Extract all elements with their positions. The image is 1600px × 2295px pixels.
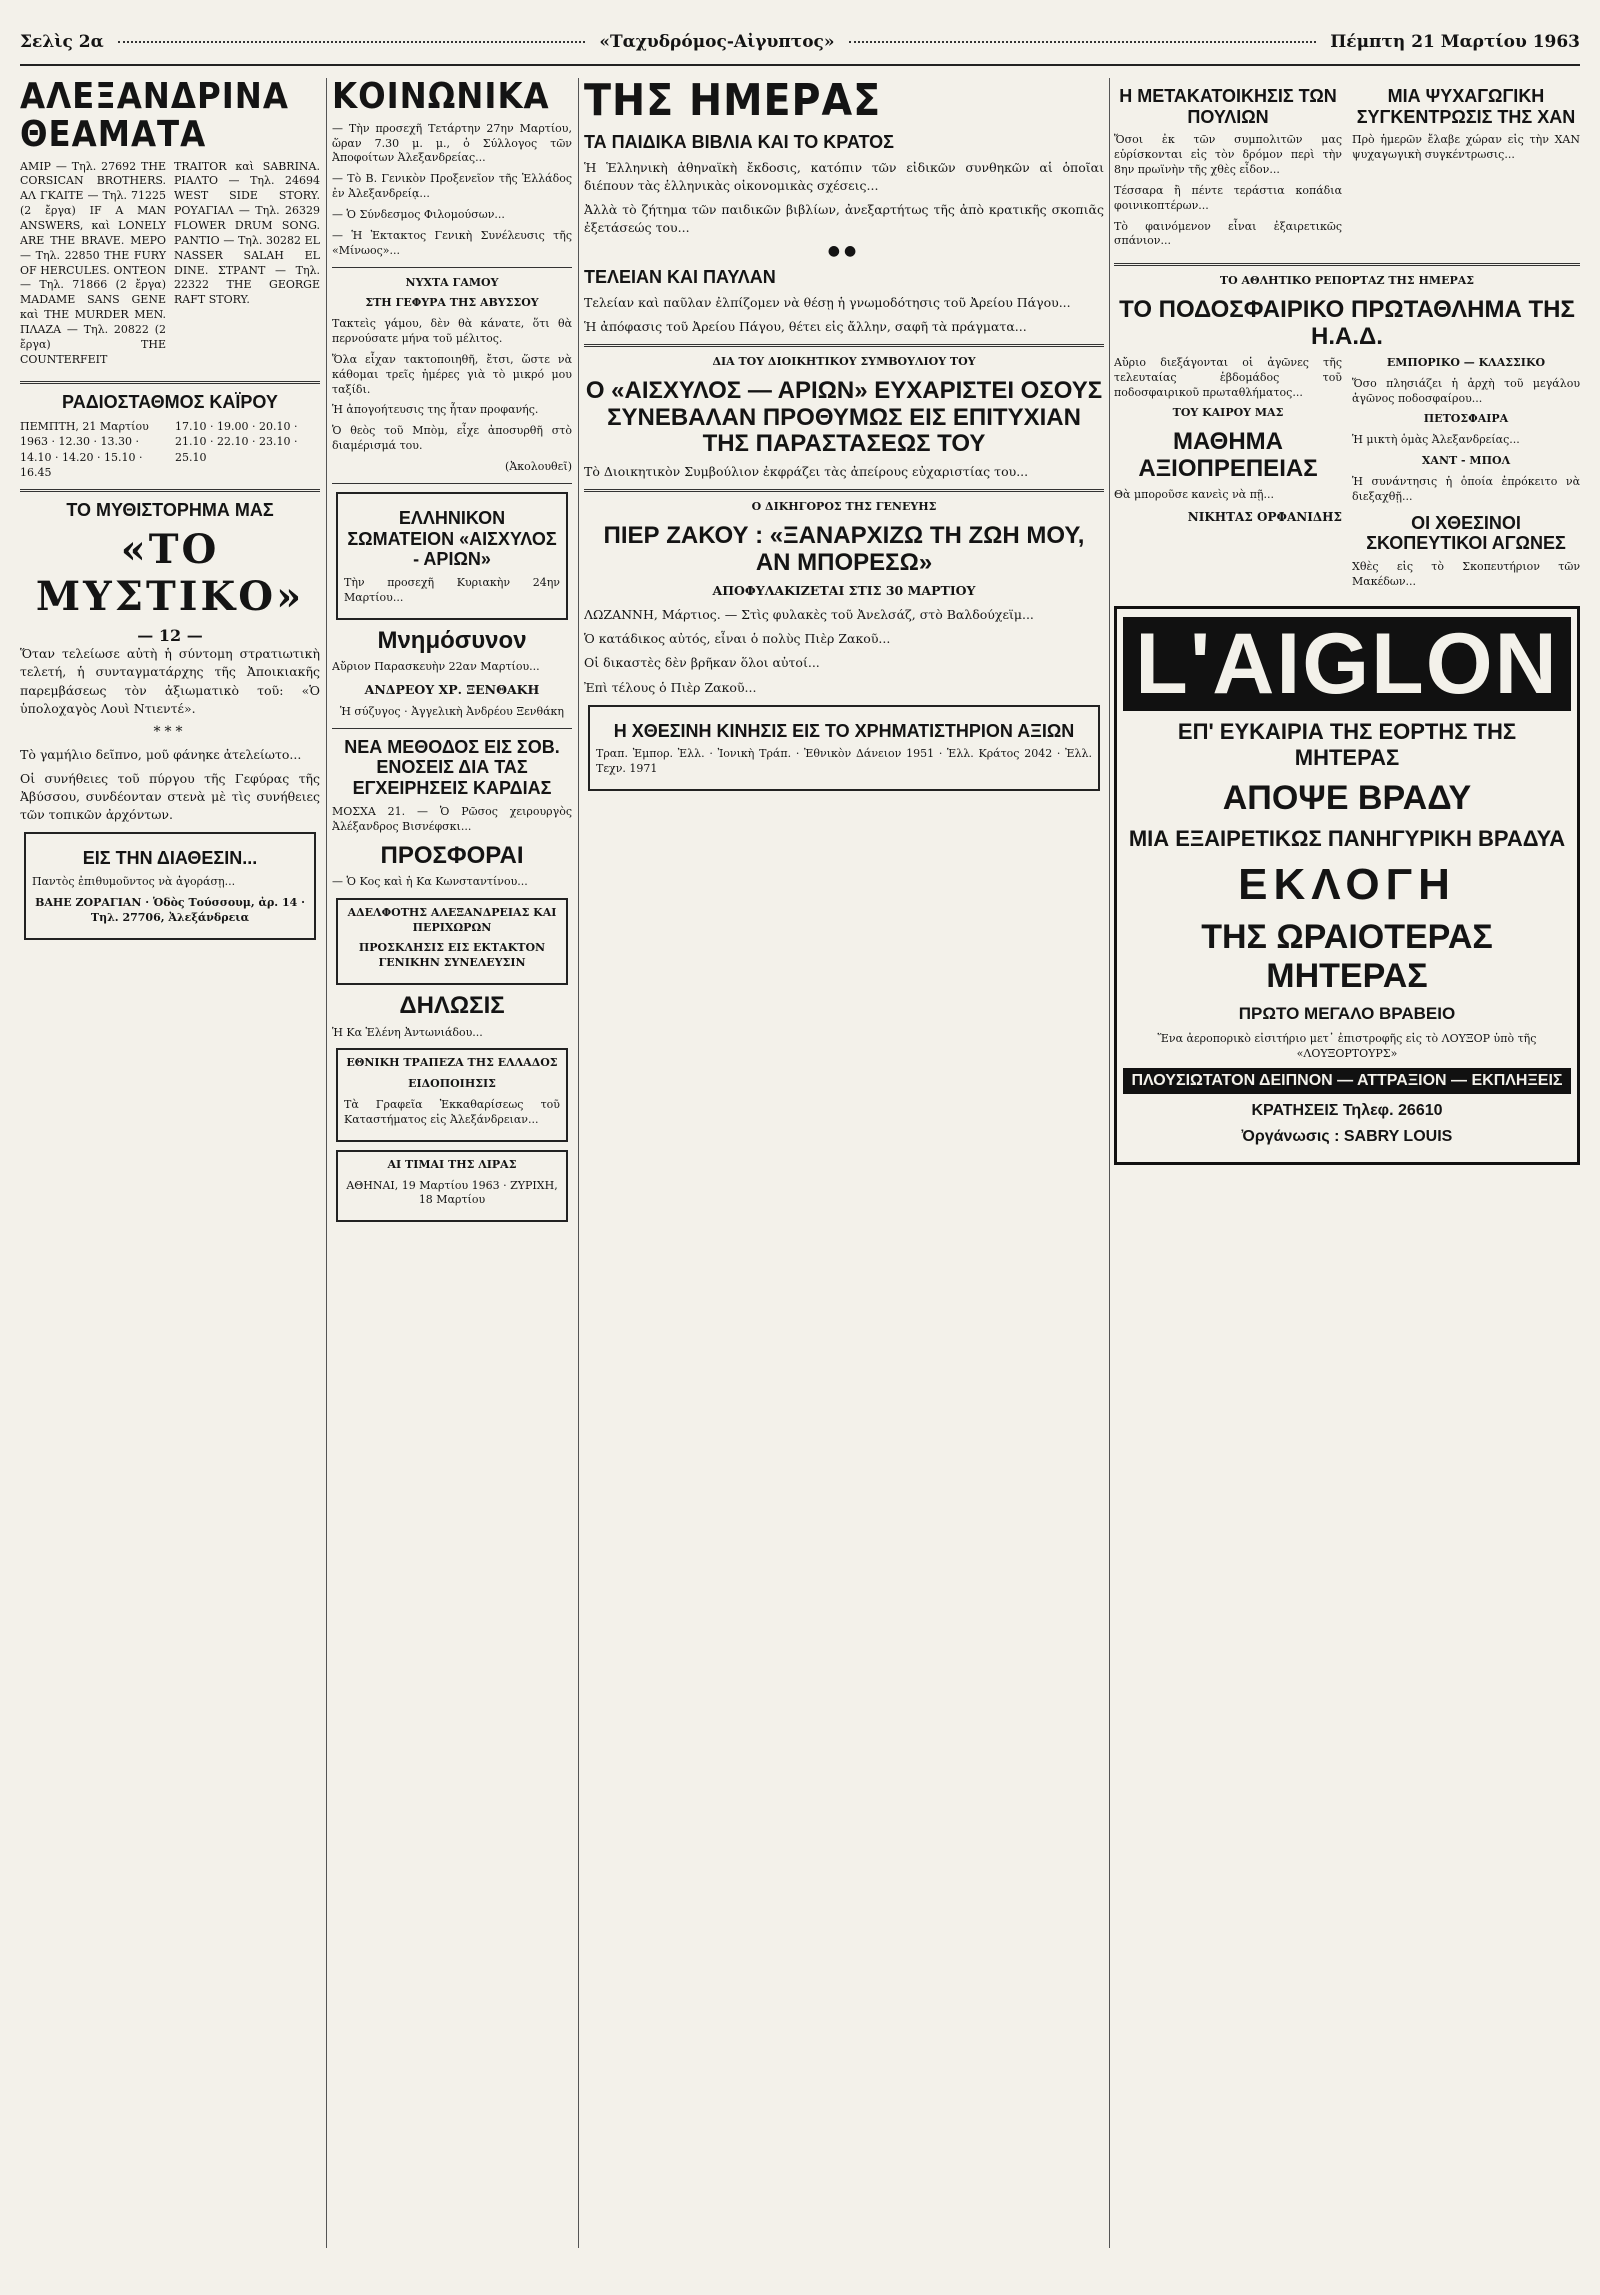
day-title-2: ΤΕΛΕΙΑΝ ΚΑΙ ΠΑΥΛΑΝ <box>584 267 776 288</box>
day-title-1: ΤΑ ΠΑΙΔΙΚΑ ΒΙΒΛΙΑ ΚΑΙ ΤΟ ΚΡΑΤΟΣ <box>584 132 894 153</box>
lawyer-text-2: Ὁ κατάδικος αὐτός, εἶναι ὁ πολὺς Πιὲρ Ζακοῦ... <box>584 631 891 647</box>
lawyer-text-1: ΛΩΖΑΝΝΗ, Μάρτιος. — Στὶς φυλακὲς τοῦ Ἀνελσάζ, στὸ Βαλδούχεϊμ... <box>584 607 1034 623</box>
declaration-heading: ΔΗΛΩΣΙΣ <box>399 992 505 1020</box>
novel-text-4: Τακτεὶς γάμου, δὲν θὰ κάνατε, ὅτι θὰ περνούσατε μήνα τοῦ μέλιτος. <box>332 317 572 346</box>
distribution-contact: ΒΑΗΕ ΖΟΡΑΓΙΑΝ · Ὁδὸς Τούσσουμ, ἀρ. 14 · Τηλ. 27706, Ἀλεξάνδρεια <box>35 895 305 924</box>
divider <box>332 267 572 268</box>
league-label-2: ΠΕΤΟΣΦΑΙΡΑ <box>1423 412 1509 426</box>
migration-text-2: Τέσσαρα ἢ πέντε τεράστια κοπάδια φοινικοπτέρων... <box>1114 183 1342 212</box>
league-heading-4: ΟΙ ΧΘΕΣΙΝΟΙ ΣΚΟΠΕΥΤΙΚΟΙ ΑΓΩΝΕΣ <box>1366 512 1566 554</box>
day-text-3: Τελείαν καὶ παῦλαν ἐλπίζομεν νὰ θέσῃ ἡ γνωμοδότησις τοῦ Ἀρείου Πάγου... <box>584 295 1071 311</box>
bank-box <box>336 1048 568 1141</box>
brotherhood-title: ΑΔΕΛΦΟΤΗΣ ΑΛΕΞΑΝΔΡΕΙΑΣ ΚΑΙ ΠΕΡΙΧΩΡΩΝ <box>347 905 557 934</box>
memorial-heading: Μνημόσυνον <box>377 626 527 654</box>
day-text-2: Ἀλλὰ τὸ ζήτημα τῶν παιδικῶν βιβλίων, ἀνεξαρτήτως τῆς ἀπὸ κρατικῆς σκοπιᾶς ἐξετάσεώς του... <box>584 202 1104 236</box>
masthead-dots <box>118 41 586 43</box>
weather-heading: ΜΑΘΗΜΑ ΑΞΙΟΠΡΕΠΕΙΑΣ <box>1138 428 1318 482</box>
distribution-heading: ΕΙΣ ΤΗΝ ΔΙΑΘΕΣΙΝ... <box>82 848 258 869</box>
advert-brand: L'AIGLON <box>1123 617 1571 712</box>
day-text-4: Ἡ ἀπόφασις τοῦ Ἀρείου Πάγου, θέτει εἰς ἄλλην, σαφῆ τὰ πράγματα... <box>584 319 1027 335</box>
theatres-heading: ΑΛΕΞΑΝΔΡΙΝΑ ΘΕΑΜΑΤΑ <box>20 78 289 155</box>
novel-sign: (Ἀκολουθεῖ) <box>505 459 572 473</box>
social-text-1: — Τὴν προσεχῆ Τετάρτην 27ην Μαρτίου, ὥραν 7.30 μ. μ., ὁ Σύλλογος τῶν Ἀποφοίτων Ἀλεξανδρείας... <box>332 121 572 165</box>
divider <box>1114 263 1580 266</box>
divider <box>20 381 320 384</box>
column-4-top <box>1114 78 1580 255</box>
brotherhood-box <box>336 898 568 985</box>
masthead-dots <box>849 41 1317 43</box>
advert-line-8: ΠΛΟΥΣΙΩΤΑΤΟΝ ΔΕΙΠΝΟΝ — ΑΤΤΡΑΞΙΟΝ — ΕΚΠΛΗΞΕΙΣ <box>1123 1068 1571 1094</box>
han-heading: ΜΙΑ ΨΥΧΑΓΩΓΙΚΗ ΣΥΓΚΕΝΤΡΩΣΙΣ ΤΗΣ ΧΑΝ <box>1356 86 1576 127</box>
aischylos-box <box>336 492 568 620</box>
offers-text: — Ὁ Κος καὶ ἡ Κα Κωνσταντίνου... <box>332 874 528 888</box>
paper-name: «Ταχυδρόμος-Αἰγυπτος» <box>599 32 835 52</box>
declaration-text: Ἡ Κα Ἑλένη Ἀντωνιάδου... <box>332 1025 483 1039</box>
gold-heading: ΑΙ ΤΙΜΑΙ ΤΗΣ ΛΙΡΑΣ <box>387 1157 517 1171</box>
novel-text-3: Οἱ συνήθειες τοῦ πύργου τῆς Γεφύρας τῆς Ἀβύσσου, συνδέονταν στενὰ μὲ τὶς συνήθειες τῶν τοπικῶν ἀρχόντων. <box>20 770 320 823</box>
migration-article <box>1114 78 1342 255</box>
advert-line-5: ΤΗΣ ΩΡΑΙΟΤΕΡΑΣ ΜΗΤΕΡΑΣ <box>1201 918 1493 996</box>
column-3 <box>584 78 1104 799</box>
column-2 <box>332 78 572 1230</box>
novel-label: ΤΟ ΜΥΘΙΣΤΟΡΗΜΑ ΜΑΣ <box>66 499 274 520</box>
advert-line-9: ΚΡΑΤΗΣΕΙΣ Τηλεφ. 26610 <box>1251 1102 1443 1119</box>
sport-heading: ΤΟ ΠΟΔΟΣΦΑΙΡΙΚΟ ΠΡΩΤΑΘΛΗΜΑ ΤΗΣ Η.Α.Δ. <box>1119 296 1575 350</box>
advert-line-6: ΠΡΩΤΟ ΜΕΓΑΛΟ ΒΡΑΒΕΙΟ <box>1238 1004 1456 1024</box>
league-text-2: Ἡ μικτὴ ὁμὰς Ἀλεξανδρείας... <box>1352 433 1520 447</box>
lawyer-text-4: Ἐπὶ τέλους ὁ Πιὲρ Ζακοῦ... <box>584 679 757 695</box>
migration-text-3: Τὸ φαινόμενον εἶναι ἐξαιρετικῶς σπάνιον... <box>1114 219 1342 248</box>
bank-text: Τὰ Γραφεῖα Ἐκκαθαρίσεως τοῦ Καταστήματος εἰς Ἀλεξάνδρειαν... <box>344 1098 560 1126</box>
column-rule <box>326 78 327 2248</box>
novel-text-7: Ὁ θεὸς τοῦ Μπὸμ, εἶχε ἀποσυρθῆ στὸ διαμέρισμά του. <box>332 424 572 453</box>
advert-line-4: ΕΚΛΟΓΗ <box>1238 860 1456 910</box>
bank-notice: ΕΙΔΟΠΟΙΗΣΙΣ <box>408 1077 496 1091</box>
divider <box>20 489 320 492</box>
novel-title: «ΤΟ ΜΥΣΤΙΚΟ» <box>35 526 305 621</box>
bank-title: ΕΘΝΙΚΗ ΤΡΑΠΕΖΑ ΤΗΣ ΕΛΛΑΔΟΣ <box>346 1056 558 1070</box>
migration-text-1: Ὅσοι ἐκ τῶν συμπολιτῶν μας εὑρίσκονται εἰς τὸν δρόμον περὶ τὴν 8ην πρωϊνὴν τῆς χθὲς εἶδον... <box>1114 133 1342 177</box>
league-text-3: Ἡ συνάντησις ἡ ὁποία ἐπρόκειτο νὰ διεξαχθῇ... <box>1352 474 1580 503</box>
distribution-box <box>24 832 316 939</box>
lawyer-sub: ΑΠΟΦΥΛΑΚΙΖΕΤΑΙ ΣΤΙΣ 30 ΜΑΡΤΙΟΥ <box>712 583 976 599</box>
divider <box>584 344 1104 347</box>
social-text-3: — Ὁ Σύνδεσμος Φιλομούσων... <box>332 208 505 222</box>
divider <box>332 728 572 729</box>
board-heading: Ο «ΑΙΣΧΥΛΟΣ — ΑΡΙΩΝ» ΕΥΧΑΡΙΣΤΕΙ ΟΣΟΥΣ ΣΥΝΕΒΑΛΑΝ ΠΡΟΘΥΜΩΣ ΕΙΣ ΕΠΙΤΥΧΙΑΝ ΤΗΣ ΠΑΡΑΣΤΑΣΕΩΣ ΤΟΥ <box>585 377 1103 457</box>
han-text: Πρὸ ἡμερῶν ἔλαβε χώραν εἰς τὴν ΧΑΝ ψυχαγωγικὴ συγκέντρωσις... <box>1352 133 1580 162</box>
theatres-right: TRAITOR καὶ SABRINA. ΡΙΑΛΤΟ — Τηλ. 24694 WEST SIDE STORY. ΡΟΥΑΓΙΑΛ — Τηλ. 26329 FLOWER DRUM SONG. ΡΑΝΤΙΟ — Τηλ. 30282 EL NASSER SALAH EL DINE. ΣΤΡΑΝΤ — Τηλ. 22322 THE GEORGE RAFT STORY. <box>174 159 320 307</box>
radio-program <box>20 419 320 481</box>
social-heading: ΚΟΙΝΩΝΙΚΑ <box>332 78 550 117</box>
day-text-1: Ἡ Ἑλληνικὴ ἀθηναϊκὴ ἔκδοσις, κατόπιν τῶν εἰδικῶν συνθηκῶν αἱ ὁποῖαι διέπουν τὰς ἑλληνικὰς οἰκονομικὰς σχέσεις... <box>584 159 1104 193</box>
weather-signature: ΝΙΚΗΤΑΣ ΟΡΦΑΝΙΔΗΣ <box>1187 509 1342 524</box>
radio-heading: ΡΑΔΙΟΣΤΑΘΜΟΣ ΚΑΪΡΟΥ <box>62 392 278 413</box>
method-text: ΜΟΣΧΑ 21. — Ὁ Ρῶσος χειρουργὸς Ἀλέξανδρος Βισνέφσκι... <box>332 804 572 833</box>
league-label-3: ΧΑΝΤ - ΜΠΟΛ <box>1421 454 1511 468</box>
league-text-4: Χθὲς εἰς τὸ Σκοπευτήριον τῶν Μακέδων... <box>1352 560 1580 588</box>
method-heading: ΝΕΑ ΜΕΘΟΔΟΣ ΕΙΣ ΣΟΒ. ΕΝΟΣΕΙΣ ΔΙΑ ΤΑΣ ΕΓΧΕΙΡΗΣΕΙΣ ΚΑΡΔΙΑΣ <box>344 736 560 799</box>
novel-sub-2: ΣΤΗ ΓΕΦΥΡΑ ΤΗΣ ΑΒΥΣΣΟΥ <box>365 296 539 310</box>
radio-right: 17.10 · 19.00 · 20.10 · 21.10 · 22.10 · 23.10 · 25.10 <box>175 420 298 464</box>
novel-sub-1: ΝΥΧΤΑ ΓΑΜΟΥ <box>405 275 499 289</box>
advert-line-2: ΑΠΟΨΕ ΒΡΑΔΥ <box>1222 779 1472 818</box>
novel-text-6: Ἡ ἀπογοήτευσις της ἦταν προφανής. <box>332 403 539 417</box>
sport-label: ΤΟ ΑΘΛΗΤΙΚΟ ΡΕΠΟΡΤΑΖ ΤΗΣ ΗΜΕΡΑΣ <box>1219 274 1475 288</box>
brotherhood-invite: ΠΡΟΣΚΛΗΣΙΣ ΕΙΣ ΕΚΤΑΚΤΟΝ ΓΕΝΙΚΗΝ ΣΥΝΕΛΕΥΣΙΝ <box>358 941 546 970</box>
stars-divider: *** <box>153 723 187 740</box>
social-text-2: — Τὸ Β. Γενικὸν Προξενεῖον τῆς Ἑλλάδος ἐν Ἀλεξανδρείᾳ... <box>332 172 572 201</box>
offers-heading: ΠΡΟΣΦΟΡΑΙ <box>380 841 524 869</box>
advert-line-3: ΜΙΑ ΕΞΑΙΡΕΤΙΚΩΣ ΠΑΝΗΓΥΡΙΚΗ ΒΡΑΔΥΑ <box>1128 826 1566 852</box>
league-text-1: Ὅσο πλησιάζει ἡ ἀρχὴ τοῦ μεγάλου ἀγῶνος ποδοσφαίρου... <box>1352 376 1580 405</box>
aiglon-advert <box>1114 606 1580 1165</box>
advert-line-10: Ὀργάνωσις : SABRY LOUIS <box>1241 1128 1453 1145</box>
lawyer-text-3: Οἱ δικαστὲς δὲν βρῆκαν ὅλοι αὐτοί... <box>584 655 820 671</box>
aischylos-text: Τὴν προσεχῆ Κυριακὴν 24ην Μαρτίου... <box>344 575 560 604</box>
column-rule <box>578 78 579 2248</box>
column-4 <box>1114 78 1580 1165</box>
column-1 <box>20 78 320 948</box>
page-number: Σελὶς 2α <box>20 32 104 52</box>
migration-heading: Η ΜΕΤΑΚΑΤΟΙΚΗΣΙΣ ΤΩΝ ΠΟΥΛΙΩΝ <box>1119 86 1337 127</box>
distribution-text: Παντὸς ἐπιθυμοῦντος νὰ ἀγοράσῃ... <box>32 875 236 889</box>
board-text: Τὸ Διοικητικὸν Συμβούλιον ἐκφράζει τὰς ἀπείρους εὐχαριστίας του... <box>584 464 1029 480</box>
advert-line-7: Ἕνα ἀεροπορικὸ εἰσιτήριο μετ᾽ ἐπιστροφῆς εἰς τὸ ΛΟΥΞΟΡ ὑπὸ τῆς «ΛΟΥΞΟΡΤΟΥΡΣ» <box>1157 1032 1537 1061</box>
memorial-name: ΑΝΔΡΕΟΥ ΧΡ. ΞΕΝΘΑΚΗ <box>364 681 540 697</box>
board-label: ΔΙΑ ΤΟΥ ΔΙΟΙΚΗΤΙΚΟΥ ΣΥΜΒΟΥΛΙΟΥ ΤΟΥ <box>712 355 976 369</box>
newspaper-page <box>20 20 1580 2255</box>
advert-line-1: ΕΠ' ΕΥΚΑΙΡΙΑ ΤΗΣ ΕΟΡΤΗΣ ΤΗΣ ΜΗΤΕΡΑΣ <box>1177 719 1517 771</box>
weather-text: Θὰ μποροῦσε κανεὶς νὰ πῇ... <box>1114 488 1275 502</box>
exchange-heading: Η ΧΘΕΣΙΝΗ ΚΙΝΗΣΙΣ ΕΙΣ ΤΟ ΧΡΗΜΑΤΙΣΤΗΡΙΟΝ ΑΞΙΩΝ <box>613 720 1075 741</box>
divider <box>332 483 572 484</box>
theatres-listing <box>20 160 320 374</box>
league-label-1: ΕΜΠΟΡΙΚΟ — ΚΛΑΣΣΙΚΟ <box>1386 355 1546 369</box>
aischylos-heading: ΕΛΛΗΝΙΚΟΝ ΣΩΜΑΤΕΙΟΝ «ΑΙΣΧΥΛΟΣ - ΑΡΙΩΝ» <box>347 507 557 570</box>
memorial-text: Αὔριον Παρασκευὴν 22αν Μαρτίου... <box>332 659 540 673</box>
masthead <box>20 20 1580 66</box>
memorial-text-2: Ἡ σύζυγος · Ἀγγελικὴ Ἀνδρέου Ξενθάκη <box>339 704 564 718</box>
column-rule <box>1109 78 1110 2248</box>
exchange-rows: Τραπ. Ἐμπορ. Ἐλλ. · Ἰονικὴ Τράπ. · Ἐθνικὸν Δάνειον 1951 · Ἑλλ. Κράτος 2042 · Ἐλλ. Τεχν. 1971 <box>596 747 1092 776</box>
novel-part: — 12 — <box>137 626 203 646</box>
lawyer-heading: ΠΙΕΡ ΖΑΚΟΥ : «ΞΑΝΑΡΧΙΖΩ ΤΗ ΖΩΗ ΜΟΥ, ΑΝ ΜΠΟΡΕΣΩ» <box>603 522 1085 576</box>
han-article <box>1352 78 1580 255</box>
lawyer-label: Ο ΔΙΚΗΓΟΡΟΣ ΤΗΣ ΓΕΝΕΥΗΣ <box>751 500 937 514</box>
novel-text-5: Ὅλα εἶχαν τακτοποιηθῆ, ἔτσι, ὥστε νὰ κάθομαι τρεῖς ἡμέρες γιὰ τὸ μικρό μου ταξίδι. <box>332 352 572 396</box>
day-heading: ΤΗΣ ΗΜΕΡΑΣ <box>584 78 882 126</box>
gold-box <box>336 1150 568 1223</box>
weather-label: ΤΟΥ ΚΑΙΡΟΥ ΜΑΣ <box>1172 406 1284 420</box>
social-text-4: — Ἡ Ἐκτακτος Γενικὴ Συνέλευσις τῆς «Μίνωος»... <box>332 228 572 257</box>
column-4-middle <box>1114 356 1580 596</box>
issue-date: Πέμπτη 21 Μαρτίου 1963 <box>1330 32 1580 52</box>
theatres-left: ΑΜΙΡ — Τηλ. 27692 THE CORSICAN BROTHERS. ΑΛ ΓΚΑΙΤΕ — Τηλ. 71225 (2 ἔργα) IF A MAN ANSWERS, καὶ LONELY ARE THE BRAVE. ΜΕΡΟ — Τηλ. 22850 THE FURY OF HERCULES. ΟΝΤΕΟΝ — Τηλ. 71866 (2 ἔργα) MADAME SANS GENE καὶ THE MURDER MEN. ΠΛΑΖΑ — Τηλ. 20822 (2 ἔργα) THE COUNTERFEIT <box>20 159 166 366</box>
divider <box>584 489 1104 492</box>
exchange-box <box>588 705 1100 791</box>
stars-divider: ●● <box>827 243 861 260</box>
sport-text: Αὔριο διεξάγονται οἱ ἀγῶνες τῆς τελευταίας ἑβδομάδος τοῦ ποδοσφαιρικοῦ πρωταθλήματος... <box>1114 355 1342 399</box>
sport-left <box>1114 356 1342 596</box>
sport-right <box>1352 356 1580 596</box>
novel-text-1: Ὅταν τελείωσε αὐτὴ ἡ σύντομη στρατιωτικὴ τελετή, ἡ συνταγματάρχης τῆς Ἀποικιακῆς παρεμβάσεως τὸν ἀξιωματικὸ τοῦ: «Ὁ ὑπολοχαγὸς Λουὶ Ντιεντέ». <box>20 646 320 716</box>
gold-text: ΑΘΗΝΑΙ, 19 Μαρτίου 1963 · ΖΥΡΙΧΗ, 18 Μαρτίου <box>346 1178 558 1207</box>
radio-left: ΠΕΜΠΤΗ, 21 Μαρτίου 1963 · 12.30 · 13.30 · 14.10 · 14.20 · 15.10 · 16.45 <box>20 420 149 480</box>
novel-text-2: Τὸ γαμήλιο δεῖπνο, μοῦ φάνηκε ἀτελείωτο... <box>20 746 302 762</box>
